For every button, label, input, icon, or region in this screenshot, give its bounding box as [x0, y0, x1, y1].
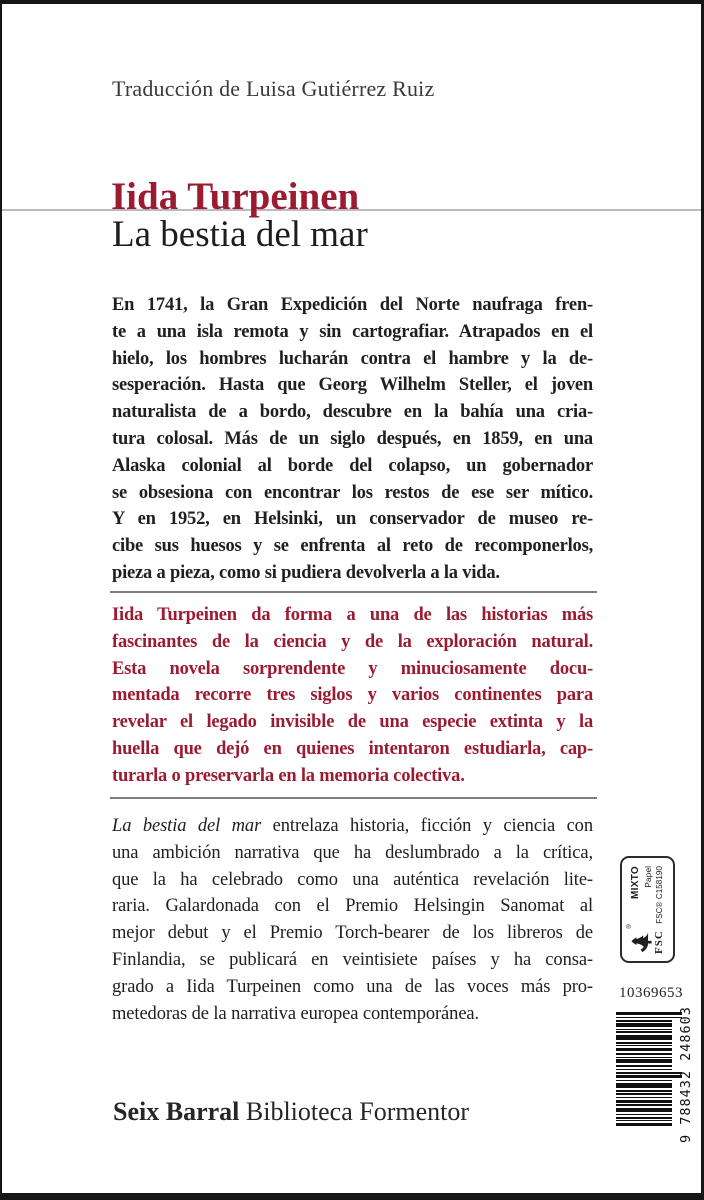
barcode-bar [616, 1029, 672, 1030]
text-line: huella que dejó en quienes intentaron estudiarla, cap- [112, 738, 593, 759]
barcode-bar [616, 1120, 672, 1121]
text-line: grado a Iida Turpeinen como una de las voces más pro- [112, 976, 593, 997]
publisher-name: Seix Barral [113, 1097, 240, 1126]
text-line: Y en 1952, en Helsinki, un conservador de museo re- [112, 509, 593, 530]
barcode-bar [616, 1023, 672, 1027]
barcode-bar [616, 1017, 682, 1018]
text-line [112, 813, 593, 840]
barcode-bar [616, 1123, 672, 1126]
text-line: te a una isla remota y sin cartografiar. Atrapados en el [112, 321, 593, 342]
barcode-bar [616, 1045, 672, 1046]
text-line: raria. Galardonada con el Premio Helsingin Sanomat al [112, 896, 593, 917]
text-line: naturalista de a bordo, descubre en la bahía una cria- [112, 402, 593, 423]
text-line: una ambición narrativa que ha deslumbrado a la crítica, [112, 842, 593, 863]
text-line: Alaska colonial al borde del colapso, un gobernador [112, 455, 593, 476]
text-line: revelar el legado invisible de una especie extinta y la [112, 712, 593, 733]
text-line: turarla o preservarla en la memoria colectiva. [112, 765, 465, 786]
barcode-bar [616, 1053, 672, 1055]
press-paragraph [112, 813, 593, 1027]
fsc-wordmark: FSC [653, 930, 665, 954]
text-line: Iida Turpeinen da forma a una de las historias más [112, 605, 593, 625]
fsc-material: Papel [642, 866, 653, 888]
text-line: mejor debut y el Premio Torch-bearer de los libreros de [112, 923, 593, 944]
collection-name: Biblioteca Formentor [239, 1097, 469, 1126]
fsc-type: MIXTO [629, 866, 641, 899]
barcode-number [677, 1006, 695, 1143]
barcode-bar [616, 1075, 682, 1078]
publisher-line [113, 1099, 469, 1125]
barcode-bar [616, 1042, 672, 1044]
text-line: hielo, los hombres lucharán contra el hambre y la de- [112, 348, 593, 369]
text-line: Finlandia, se publicará en veintisiete países y ha consa- [112, 949, 593, 970]
barcode-bar [616, 1031, 672, 1033]
text-line: fascinantes de la ciencia y de la exploración natural. [112, 631, 593, 652]
barcode-bar [616, 1117, 672, 1119]
barcode-bar [616, 1090, 672, 1092]
text-line: se obsesiona con encontrar los restos de ese ser mítico. [112, 482, 593, 503]
text-line: cibe sus huesos y se enfrenta al reto de recomponerlos, [112, 536, 593, 557]
barcode-bar [616, 1065, 672, 1067]
barcode-bar [616, 1093, 672, 1095]
barcode-bar [616, 1057, 672, 1058]
product-code: 10369653 [619, 985, 683, 1001]
barcode-bar [616, 1035, 672, 1040]
fsc-logo [627, 924, 665, 954]
text-line: tura colosal. Más de un siglo después, en 1859, en una [112, 428, 593, 449]
barcode-bars [616, 1012, 686, 1128]
text-line: En 1741, la Gran Expedición del Norte naufraga fren- [112, 295, 593, 315]
text-line: metedoras de la narrativa europea contemporánea. [112, 1003, 480, 1024]
divider-rule-1 [110, 591, 597, 593]
fsc-label [620, 856, 675, 963]
barcode-bar [616, 1059, 672, 1063]
barcode-bar [616, 1083, 672, 1088]
barcode-bar [616, 1069, 672, 1070]
press-lines [112, 840, 593, 1028]
barcode-bar [616, 1048, 672, 1051]
barcode-bar [616, 1100, 672, 1103]
text-line: mentada recorre tres siglos y varios continentes para [112, 685, 593, 706]
text-line: pieza a pieza, como si pudiera devolverla a la vida. [112, 562, 500, 583]
barcode-bar [616, 1104, 672, 1106]
fsc-tree-check-icon [630, 932, 653, 953]
translator-credit: Traducción de Luisa Gutiérrez Ruiz [112, 76, 435, 101]
press-line1-rest: entrelaza historia, ficción y ciencia con [261, 816, 593, 836]
barcode-bar [616, 1072, 682, 1074]
book-title: La bestia del mar [112, 214, 368, 255]
page-border-top [0, 0, 704, 4]
divider-rule-2 [110, 797, 597, 799]
registered-mark: ® [627, 924, 633, 929]
barcode-bar [616, 1097, 672, 1098]
page-border-left [0, 0, 2, 1200]
barcode-digits: 9 788432 248603 [678, 1006, 694, 1143]
barcode-bar [616, 1080, 672, 1081]
author-name: Iida Turpeinen [111, 175, 360, 218]
blurb-paragraph [112, 602, 593, 790]
synopsis-paragraph [112, 292, 593, 587]
fsc-license-code: FSC® C158190 [655, 866, 665, 924]
barcode-bar [616, 1012, 682, 1015]
text-line: Esta novela sorprendente y minuciosamente docu- [112, 658, 593, 679]
text-line: sesperación. Hasta que Georg Wilhelm Steller, el joven [112, 375, 593, 396]
title-mention-italic: La bestia del mar [112, 816, 262, 836]
barcode-bar [616, 1108, 672, 1112]
barcode-bar [616, 1114, 672, 1115]
text-line: que la ha celebrado como una auténtica revelación lite- [112, 869, 593, 890]
page-border-bottom [0, 1193, 704, 1200]
barcode-bar [616, 1020, 672, 1022]
